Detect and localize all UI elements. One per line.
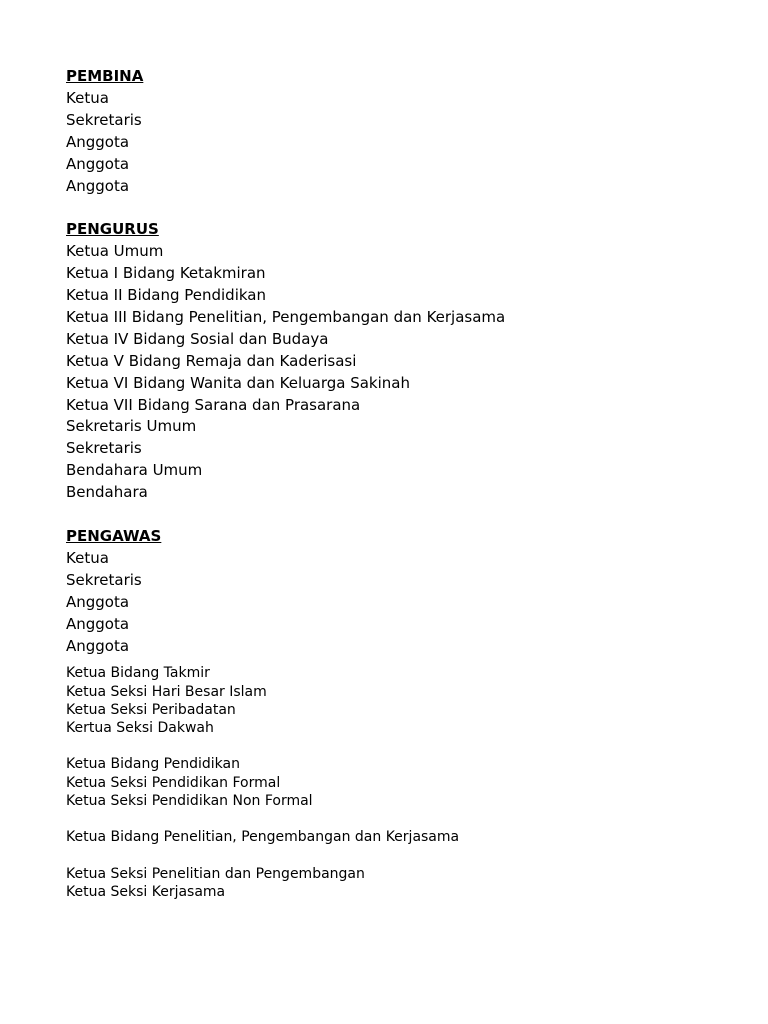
document-page — [66, 66, 746, 901]
list-item: Anggota — [66, 154, 130, 173]
list-item: Ketua V Bidang Remaja dan Kaderisasi — [66, 351, 357, 370]
list-item: Ketua IV Bidang Sosial dan Budaya — [66, 329, 329, 348]
list-item: Ketua VII Bidang Sarana dan Prasarana — [66, 395, 361, 414]
section-pembina — [66, 66, 746, 197]
spacer — [66, 504, 746, 526]
list-item: Sekretaris — [66, 570, 142, 589]
list-item: Bendahara — [66, 483, 148, 502]
list-item: Anggota — [66, 592, 130, 611]
list-item: Sekretaris Umum — [66, 417, 197, 436]
list-item: Ketua Bidang Pendidikan — [66, 756, 240, 773]
list-item: Ketua Seksi Pendidikan Non Formal — [66, 792, 313, 809]
list-item: Ketua I Bidang Ketakmiran — [66, 264, 266, 283]
list-item: Anggota — [66, 636, 130, 655]
section-kerjasama — [66, 865, 746, 901]
list-item: Anggota — [66, 132, 130, 151]
section-heading-pengawas: PENGAWAS — [66, 527, 162, 545]
section-heading-pengurus: PENGURUS — [66, 220, 159, 239]
spacer — [66, 846, 746, 864]
section-pendidikan — [66, 755, 746, 810]
list-item: Ketua — [66, 88, 109, 107]
list-item: Sekretaris — [66, 110, 142, 129]
list-item: Ketua III Bidang Penelitian, Pengembangan dan Kerjasama — [66, 307, 506, 326]
list-item: Bendahara Umum — [66, 461, 203, 480]
spacer — [66, 810, 746, 828]
section-heading-pembina: PEMBINA — [66, 67, 144, 85]
list-item: Ketua Seksi Penelitian dan Pengembangan — [66, 865, 365, 882]
list-item: Ketua II Bidang Pendidikan — [66, 286, 266, 305]
section-takmir — [66, 664, 746, 737]
list-item: Ketua Seksi Hari Besar Islam — [66, 683, 267, 700]
list-item: Anggota — [66, 176, 130, 195]
section-penelitian — [66, 828, 746, 846]
list-item: Ketua Bidang Penelitian, Pengembangan dan Kerjasama — [66, 829, 460, 846]
list-item: Ketua Seksi Peribadatan — [66, 701, 236, 718]
list-item: Anggota — [66, 614, 130, 633]
list-item: Ketua VI Bidang Wanita dan Keluarga Sakinah — [66, 373, 410, 392]
section-pengurus — [66, 219, 746, 504]
list-item: Ketua Seksi Pendidikan Formal — [66, 774, 281, 791]
spacer — [66, 737, 746, 755]
list-item: Sekretaris — [66, 439, 142, 458]
list-item: Ketua Seksi Kerjasama — [66, 883, 226, 900]
section-pengawas — [66, 526, 746, 657]
list-item: Ketua Umum — [66, 242, 164, 261]
list-item: Kertua Seksi Dakwah — [66, 720, 214, 737]
list-item: Ketua — [66, 548, 109, 567]
spacer — [66, 197, 746, 219]
list-item: Ketua Bidang Takmir — [66, 665, 210, 682]
